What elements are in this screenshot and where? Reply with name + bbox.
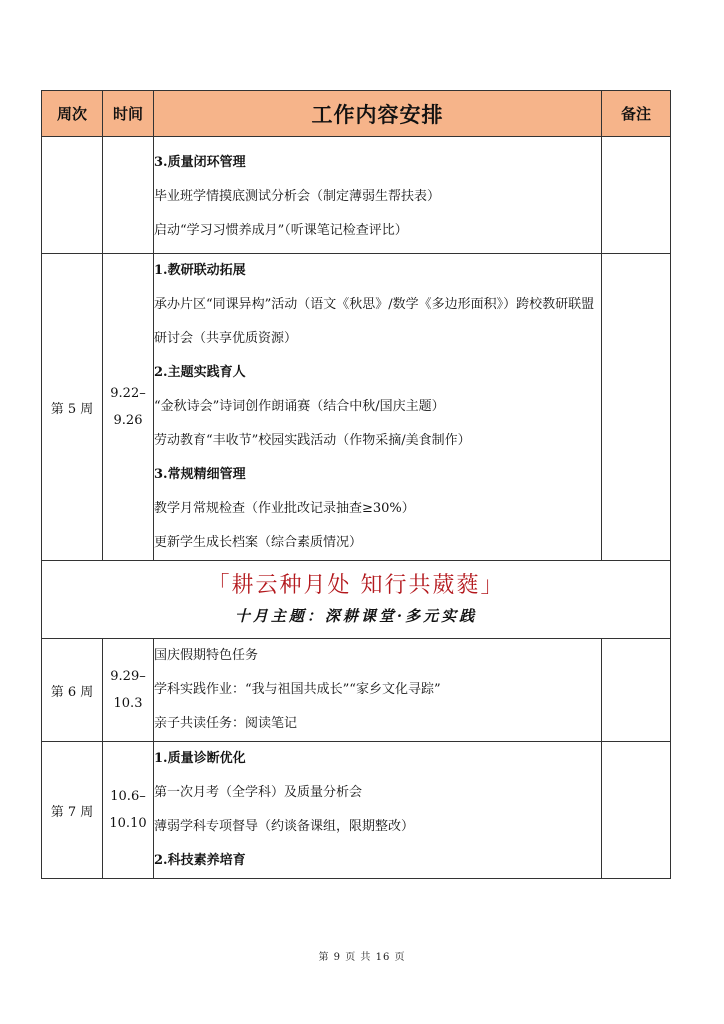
week-cell-empty (42, 137, 103, 254)
table-row-continued (42, 137, 671, 254)
content-line: 3.质量闭环管理 (154, 155, 246, 170)
header-content: 工作内容安排 (154, 91, 602, 137)
header-time: 时间 (103, 91, 154, 137)
content-line: 更新学生成长档案（综合素质情况） (154, 535, 363, 550)
content-line: 2.科技素养培育 (154, 853, 246, 868)
banner-subtitle: 十月主题：深耕课堂·多元实践 (234, 606, 478, 625)
content-line: 第一次月考（全学科）及质量分析会 (154, 785, 363, 800)
footer-page-number: 9 (333, 952, 342, 963)
content-line: 亲子共读任务：阅读笔记 (154, 716, 298, 731)
table-header-row (42, 91, 671, 137)
content-line: 教学月常规检查（作业批改记录抽查≥30%） (154, 501, 415, 516)
table-row-week6 (42, 639, 671, 742)
table-row-week7 (42, 742, 671, 879)
note-cell (602, 639, 671, 742)
header-note: 备注 (602, 91, 671, 137)
week-label: 第 5 周 (42, 254, 103, 561)
time-end: 10.3 (113, 696, 143, 711)
week-label: 第 6 周 (42, 639, 103, 742)
content-line: 2.主题实践育人 (154, 365, 246, 380)
content-line: 1.教研联动拓展 (154, 263, 246, 278)
page-footer (0, 948, 724, 963)
content-cell (154, 742, 602, 879)
content-cell (154, 137, 602, 254)
header-week: 周次 (42, 91, 103, 137)
time-cell-empty (103, 137, 154, 254)
note-cell (602, 254, 671, 561)
month-banner-row (42, 561, 671, 639)
footer-middle: 页 共 (345, 952, 372, 963)
content-line: 毕业班学情摸底测试分析会（制定薄弱生帮扶表） (154, 189, 441, 204)
content-line: 启动“学习习惯养成月”（听课笔记检查评比） (154, 223, 408, 238)
time-end: 10.10 (109, 816, 147, 831)
work-plan-table (41, 90, 671, 879)
time-end: 9.26 (113, 413, 143, 428)
time-start: 9.22– (110, 386, 146, 401)
footer-prefix: 第 (318, 952, 330, 963)
content-line: 劳动教育“丰收节”校园实践活动（作物采摘/美食制作） (154, 433, 471, 448)
time-range (103, 639, 154, 742)
table-row-week5 (42, 254, 671, 561)
time-range (103, 742, 154, 879)
week-label: 第 7 周 (42, 742, 103, 879)
content-line: 3.常规精细管理 (154, 467, 246, 482)
footer-total-pages: 16 (375, 952, 391, 963)
content-line: “金秋诗会”诗词创作朗诵赛（结合中秋/国庆主题） (154, 399, 445, 414)
content-cell (154, 639, 602, 742)
content-cell (154, 254, 602, 561)
time-start: 10.6– (110, 789, 146, 804)
month-banner (42, 561, 671, 639)
content-line: 学科实践作业：“我与祖国共成长”“家乡文化寻踪” (154, 682, 441, 697)
time-range (103, 254, 154, 561)
note-cell (602, 742, 671, 879)
time-start: 9.29– (110, 669, 146, 684)
content-line: 国庆假期特色任务 (154, 648, 259, 663)
footer-suffix: 页 (394, 952, 406, 963)
banner-title: 「耕云种月处 知行共葳蕤」 (207, 572, 505, 598)
note-cell (602, 137, 671, 254)
content-line: 1.质量诊断优化 (154, 751, 246, 766)
content-line: 承办片区“同课异构”活动（语文《秋思》/数学《多边形面积》）跨校教研联盟研讨会（共享优质资源） (154, 297, 595, 346)
plan-sheet (41, 90, 670, 879)
content-line: 薄弱学科专项督导（约谈备课组，限期整改） (154, 819, 415, 834)
